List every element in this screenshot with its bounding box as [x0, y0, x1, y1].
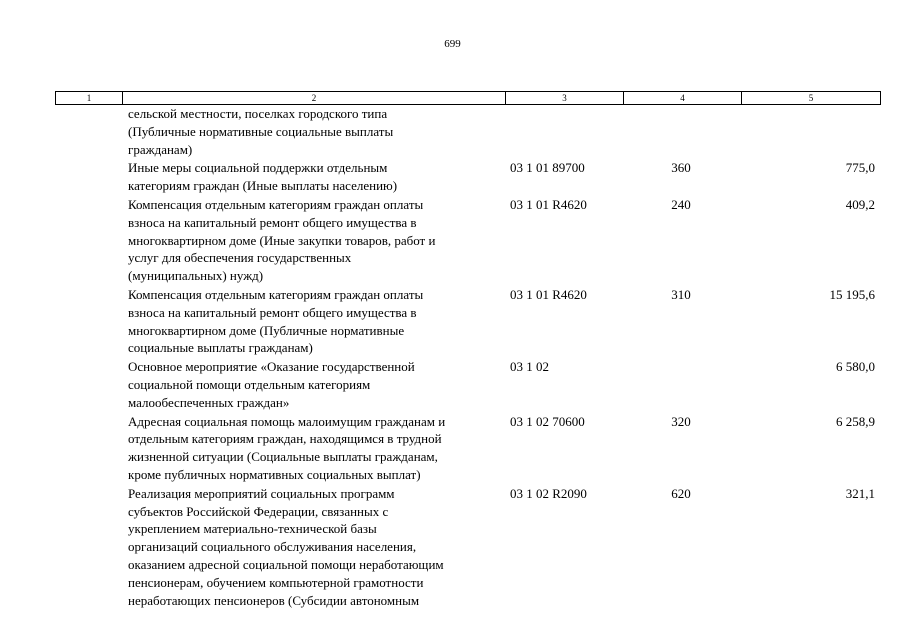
table-row [0, 105, 905, 158]
row-code: 03 1 01 89700 [510, 160, 585, 176]
column-header-5: 5 [742, 92, 881, 105]
row-code: 03 1 02 R2090 [510, 485, 587, 501]
row-name: Адресная социальная помощь малоимущим гражданам и отдельным категориям граждан, находящимся в трудной жизненной ситуации (Социальные выплаты гражданам, кроме публичных нормативных социальных выплат) [128, 413, 446, 482]
row-expense-type: 360 [671, 160, 691, 176]
row-amount: 409,2 [845, 196, 875, 212]
column-header-1: 1 [56, 92, 123, 105]
table-row [0, 286, 905, 357]
row-code: 03 1 01 R4620 [510, 196, 587, 212]
table-row [0, 358, 905, 411]
row-name: Реализация мероприятий социальных программ субъектов Российской Федерации, связанных с укреплением материально-технической базы организаций социального обслуживания населения, оказанием адресной социальной помощи неработающим пенсионерам, обучением компьютерной грамотности неработающих пенсионеров (Субсидии автономным [128, 485, 444, 608]
row-amount: 6 258,9 [836, 413, 875, 429]
column-header-4: 4 [624, 92, 742, 105]
row-expense-type: 240 [671, 196, 691, 212]
row-name: Компенсация отдельным категориям граждан оплаты взноса на капитальный ремонт общего имущества в многоквартирном доме (Иные закупки товаров, работ и услуг для обеспечения государственных (муниципальных) нужд) [128, 196, 436, 284]
column-header-table [55, 91, 881, 105]
row-expense-type: 310 [671, 286, 691, 302]
column-header-2: 2 [123, 92, 506, 105]
row-name: Компенсация отдельным категориям граждан оплаты взноса на капитальный ремонт общего имущества в многоквартирном доме (Публичные нормативные социальные выплаты гражданам) [128, 286, 424, 356]
table-row [0, 196, 905, 285]
row-code: 03 1 02 70600 [510, 413, 585, 429]
row-code: 03 1 01 R4620 [510, 286, 587, 302]
row-code: 03 1 02 [510, 359, 549, 375]
table-row [0, 159, 905, 195]
row-amount: 15 195,6 [829, 286, 875, 302]
row-amount: 6 580,0 [836, 359, 875, 375]
table-body [0, 105, 905, 610]
row-expense-type: 620 [671, 485, 691, 501]
row-name: Основное мероприятие «Оказание государственной социальной помощи отдельным категориям малообеспеченных граждан» [128, 359, 415, 410]
column-header-3: 3 [506, 92, 624, 105]
table-row [0, 413, 905, 484]
page-number: 699 [444, 38, 461, 50]
row-name: сельской местности, поселках городского типа (Публичные нормативные социальные выплаты гражданам) [128, 106, 394, 157]
row-amount: 321,1 [845, 485, 875, 501]
row-name: Иные меры социальной поддержки отдельным категориям граждан (Иные выплаты населению) [128, 160, 398, 194]
row-amount: 775,0 [845, 160, 875, 176]
table-row [0, 485, 905, 610]
row-expense-type: 320 [671, 413, 691, 429]
column-header-row [56, 92, 881, 105]
